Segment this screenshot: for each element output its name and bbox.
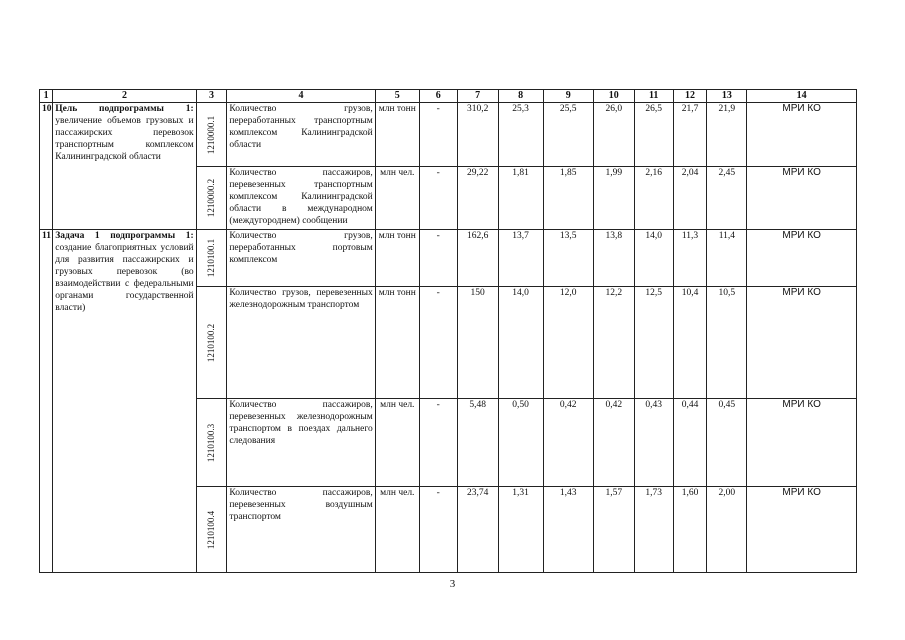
col-header: 8	[498, 90, 543, 103]
indicator-name: Количество грузов, перевезенных железнодорожным транспортом	[227, 287, 375, 399]
value-cell: 14,0	[498, 287, 543, 399]
value-cell: 12,0	[543, 287, 593, 399]
value-cell: 13,5	[543, 230, 593, 287]
indicator-code: 1210100.4	[196, 487, 227, 573]
table-row	[40, 230, 857, 287]
indicator-name: Количество грузов, переработанных портовым комплексом	[227, 230, 375, 287]
unit: млн чел.	[375, 399, 419, 487]
responsible: МРИ КО	[747, 230, 857, 287]
goal-description	[53, 103, 196, 230]
goal-title: Цель подпрограммы 1:	[55, 104, 194, 114]
value-cell: 23,74	[457, 487, 498, 573]
indicator-code: 1210000.2	[196, 167, 227, 230]
responsible: МРИ КО	[747, 167, 857, 230]
indicator-name: Количество пассажиров, перевезенных транспортным комплексом Калининградской области в международном (междугороднем) сообщении	[227, 167, 375, 230]
value-cell: 1,60	[673, 487, 707, 573]
col-header: 12	[673, 90, 707, 103]
value-cell: 2,16	[634, 167, 673, 230]
value-cell: 25,3	[498, 103, 543, 167]
unit: млн тонн	[375, 287, 419, 399]
unit: млн чел.	[375, 167, 419, 230]
col-header: 2	[53, 90, 196, 103]
value-cell: 2,00	[707, 487, 747, 573]
indicators-table	[39, 89, 857, 573]
responsible: МРИ КО	[747, 287, 857, 399]
task-description	[53, 230, 196, 573]
col-header: 1	[40, 90, 53, 103]
indicator-code: 1210100.1	[196, 230, 227, 287]
col-header: 9	[543, 90, 593, 103]
value-cell: 13,7	[498, 230, 543, 287]
value-cell: 29,22	[457, 167, 498, 230]
value-cell: 1,81	[498, 167, 543, 230]
value-cell: 0,42	[593, 399, 634, 487]
col6-value: -	[419, 487, 457, 573]
row-number: 11	[40, 230, 53, 573]
col6-value: -	[419, 103, 457, 167]
col6-value: -	[419, 167, 457, 230]
value-cell: 26,5	[634, 103, 673, 167]
col-header: 14	[747, 90, 857, 103]
col-header: 11	[634, 90, 673, 103]
value-cell: 0,42	[543, 399, 593, 487]
indicator-code: 1210100.3	[196, 399, 227, 487]
responsible: МРИ КО	[747, 399, 857, 487]
col6-value: -	[419, 230, 457, 287]
page-number: 3	[449, 578, 456, 590]
value-cell: 0,44	[673, 399, 707, 487]
value-cell: 1,85	[543, 167, 593, 230]
responsible: МРИ КО	[747, 487, 857, 573]
value-cell: 2,04	[673, 167, 707, 230]
task-text: создание благоприятных условий для развития пассажирских и грузовых перевозок (во взаимодействии с федеральными органами государственной власти)	[55, 243, 194, 313]
value-cell: 0,43	[634, 399, 673, 487]
value-cell: 310,2	[457, 103, 498, 167]
value-cell: 1,43	[543, 487, 593, 573]
value-cell: 10,5	[707, 287, 747, 399]
indicator-name: Количество грузов, переработанных транспортным комплексом Калининградской области	[227, 103, 375, 167]
goal-text: увеличение объемов грузовых и пассажирских перевозок транспортным комплексом Калининградской области	[55, 116, 194, 162]
value-cell: 25,5	[543, 103, 593, 167]
value-cell: 0,50	[498, 399, 543, 487]
col-header: 13	[707, 90, 747, 103]
indicator-code: 1210000.1	[196, 103, 227, 167]
col-header: 5	[375, 90, 419, 103]
value-cell: 11,3	[673, 230, 707, 287]
value-cell: 150	[457, 287, 498, 399]
value-cell: 21,9	[707, 103, 747, 167]
header-row	[40, 90, 857, 103]
unit: млн чел.	[375, 487, 419, 573]
col-header: 4	[227, 90, 375, 103]
value-cell: 12,5	[634, 287, 673, 399]
col6-value: -	[419, 399, 457, 487]
unit: млн тонн	[375, 103, 419, 167]
value-cell: 0,45	[707, 399, 747, 487]
col-header: 6	[419, 90, 457, 103]
task-title: Задача 1 подпрограммы 1:	[55, 231, 194, 241]
indicator-code: 1210100.2	[196, 287, 227, 399]
value-cell: 26,0	[593, 103, 634, 167]
value-cell: 1,57	[593, 487, 634, 573]
value-cell: 21,7	[673, 103, 707, 167]
value-cell: 1,99	[593, 167, 634, 230]
col-header: 7	[457, 90, 498, 103]
value-cell: 14,0	[634, 230, 673, 287]
col6-value: -	[419, 287, 457, 399]
value-cell: 1,73	[634, 487, 673, 573]
responsible: МРИ КО	[747, 103, 857, 167]
value-cell: 11,4	[707, 230, 747, 287]
value-cell: 10,4	[673, 287, 707, 399]
value-cell: 162,6	[457, 230, 498, 287]
value-cell: 2,45	[707, 167, 747, 230]
row-number: 10	[40, 103, 53, 230]
value-cell: 5,48	[457, 399, 498, 487]
value-cell: 12,2	[593, 287, 634, 399]
col-header: 10	[593, 90, 634, 103]
value-cell: 1,31	[498, 487, 543, 573]
table-row	[40, 103, 857, 167]
value-cell: 13,8	[593, 230, 634, 287]
indicator-name: Количество пассажиров, перевезенных воздушным транспортом	[227, 487, 375, 573]
unit: млн тонн	[375, 230, 419, 287]
col-header: 3	[196, 90, 227, 103]
indicator-name: Количество пассажиров, перевезенных железнодорожным транспортом в поездах дальнего следования	[227, 399, 375, 487]
